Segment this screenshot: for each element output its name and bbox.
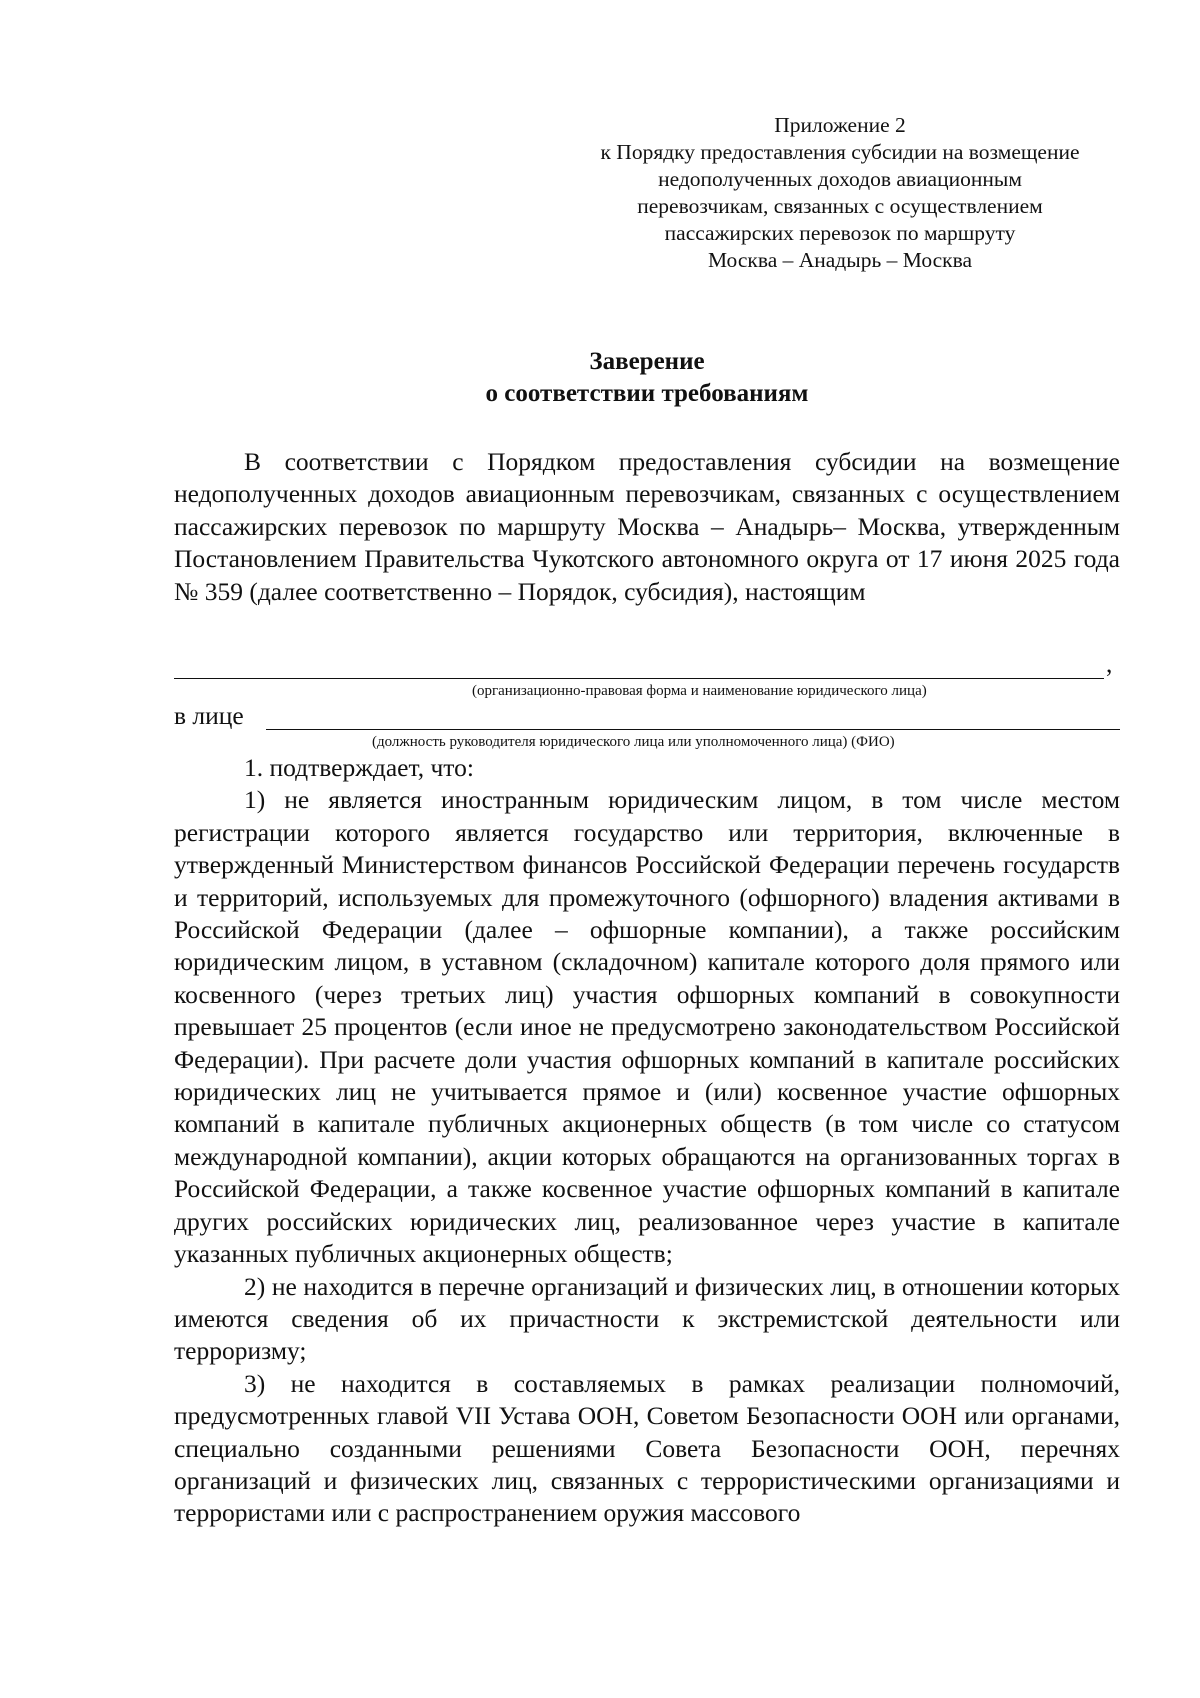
org-name-comma: , (1106, 649, 1113, 678)
item-1: 1) не является иностранным юридическим лицом, в том числе местом регистрации которого является государство или территория, включенные в утвержденный Министерством финансов Российской Федерации перечень государств и территорий, используемых для промежуточного (офшорного) владения активами в Российской Федерации (далее – офшорные компании), а также российским юридическим лицом, в уставном (складочном) капитале которого доля прямого или косвенного (через третьих лиц) участия офшорных компаний в совокупности превышает 25 процентов (если иное не предусмотрено законодательством Российской Федерации). При расчете доли участия офшорных компаний в капитале российских юридических лиц не учитывается прямое и (или) косвенное участие офшорных компаний в капитале публичных акционерных обществ (в том числе со статусом международной компании), акции которых обращаются на организованных торгах в Российской Федерации, а также косвенное участие офшорных компаний в капитале других российских юридических лиц, реализованное через участие в капитале указанных публичных акционерных обществ; (174, 785, 1120, 1269)
title-line-2: о соответствии требованиям (485, 380, 809, 407)
appendix-line: перевозчикам, связанных с осуществлением (637, 194, 1043, 218)
appendix-line: недополученных доходов авиационным (658, 167, 1022, 191)
person-label: в лице (174, 701, 244, 730)
title-line-1: Заверение (589, 348, 705, 375)
org-name-caption: (организационно-правовая форма и наименование юридического лица) (472, 683, 927, 699)
person-caption: (должность руководителя юридического лица или уполномоченного лица) (ФИО) (372, 734, 895, 750)
intro-text: В соответствии с Порядком предоставления субсидии на возмещение недополученных доходов авиационным перевозчикам, связанных с осуществлением пассажирских перевозок по маршруту Москва – Анадырь– Москва, утвержденным Постановлением Правительства Чукотского автономного округа от 17 июня 2025 года № 359 (далее соответственно – Порядок, субсидия), настоящим (174, 447, 1120, 606)
appendix-line: Москва – Анадырь – Москва (707, 248, 973, 272)
org-name-row (174, 650, 1120, 682)
document-title (174, 346, 1120, 410)
items-section (174, 752, 1120, 1530)
appendix-header (560, 112, 1120, 274)
person-blank-line[interactable] (266, 700, 1120, 730)
appendix-line: пассажирских перевозок по маршруту (664, 221, 1016, 245)
intro-paragraph (174, 446, 1120, 608)
appendix-line: Приложение 2 (774, 113, 906, 137)
appendix-line: к Порядку предоставления субсидии на возмещение (600, 140, 1080, 164)
items-lead: 1. подтверждает, что: (244, 753, 474, 782)
person-row (174, 700, 1120, 732)
item-3: 3) не находится в составляемых в рамках реализации полномочий, предусмотренных главой VII Устава ООН, Советом Безопасности ООН или органами, специально созданными решениями Совета Безопасности ООН, перечнях организаций и физических лиц, связанных с террористическими организациями и террористами или с распространением оружия массового (174, 1368, 1120, 1528)
org-name-blank-line[interactable] (174, 650, 1104, 679)
item-2: 2) не находится в перечне организаций и физических лиц, в отношении которых имеются сведения об их причастности к экстремистской деятельности или терроризму; (174, 1271, 1120, 1366)
